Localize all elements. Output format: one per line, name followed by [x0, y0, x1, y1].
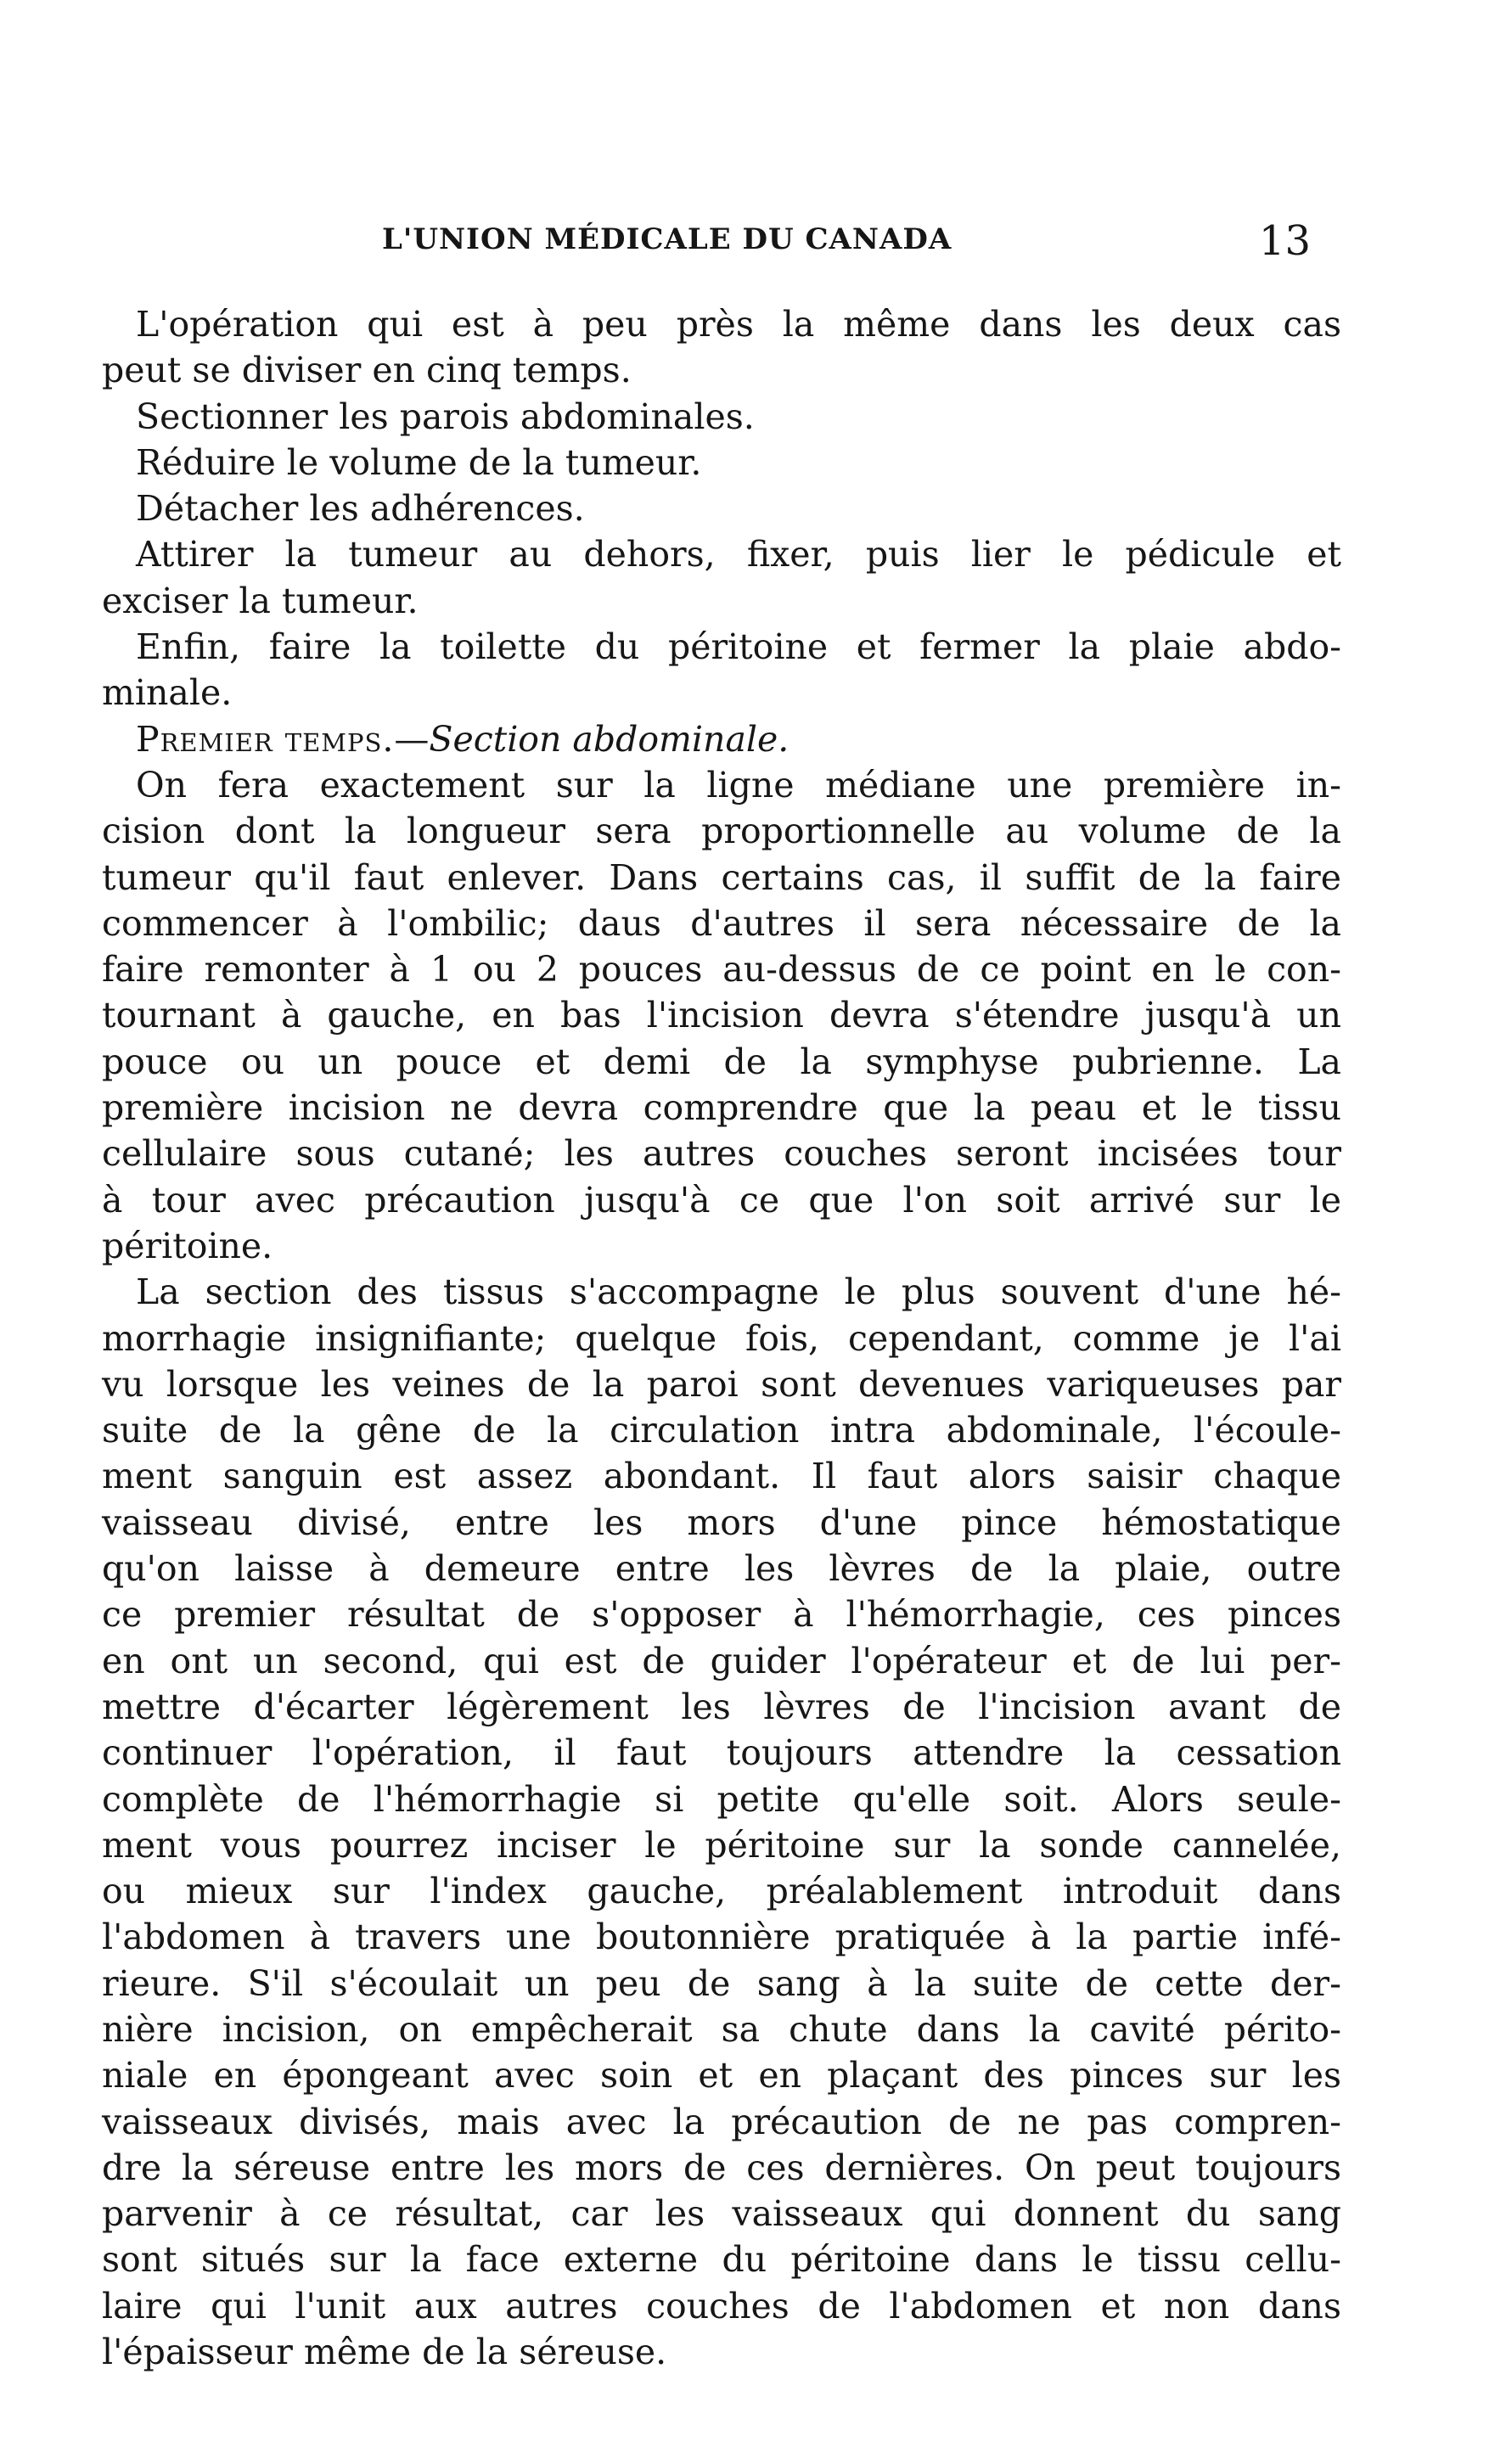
text-line [102, 2237, 1341, 2282]
line-text: vu lorsque les veines de la paroi sont devenues variqueuses par [102, 1363, 1341, 1405]
line-text: vaisseaux divisés, mais avec la précaution de ne pas compren- [102, 2101, 1341, 2142]
text-line [102, 578, 1341, 624]
text-line [102, 1638, 1341, 1684]
line-text: rieure. S'il s'écoulait un peu de sang à la suite de cette der- [102, 1962, 1341, 2004]
text-line [102, 1453, 1341, 1499]
line-text: Attirer la tumeur au dehors, fixer, puis lier le pédicule et [136, 534, 1341, 575]
line-text: Réduire le volume de la tumeur. [136, 441, 702, 483]
text-line [102, 1546, 1341, 1591]
line-text: ce premier résultat de s'opposer à l'hémorrhagie, ces pinces [102, 1594, 1341, 1636]
line-text: Enfin, faire la toilette du péritoine et fermer la plaie abdo- [136, 626, 1341, 668]
line-text: Détacher les adhérences. [136, 488, 585, 530]
text-line [102, 2099, 1341, 2145]
line-text: en ont un second, qui est de guider l'opérateur et de lui per- [102, 1640, 1341, 1681]
line-text: pouce ou un pouce et demi de la symphyse pubrienne. La [102, 1041, 1341, 1082]
line-text: l'abdomen à travers une boutonnière pratiquée à la partie infé- [102, 1917, 1341, 1958]
text-line [102, 1407, 1341, 1453]
running-title: L'UNION MÉDICALE DU CANADA [382, 222, 952, 256]
section-heading: Premier temps. [136, 718, 395, 760]
page-number: 13 [1258, 217, 1311, 265]
text-line [102, 1868, 1341, 1914]
text-line [102, 808, 1341, 854]
line-text: — [394, 718, 430, 760]
line-text: exciser la tumeur. [102, 580, 419, 621]
line-text: tournant à gauche, en bas l'incision devra s'étendre jusqu'à un [102, 995, 1341, 1036]
text-line [102, 301, 1341, 347]
line-text: niale en épongeant avec soin et en plaçant des pinces sur les [102, 2055, 1341, 2096]
text-line [102, 992, 1341, 1038]
text-line [102, 2283, 1341, 2329]
text-line [102, 2145, 1341, 2191]
page-header [0, 217, 1506, 273]
line-text: morrhagie insignifiante; quelque fois, cependant, comme je l'ai [102, 1317, 1341, 1359]
line-text: ou mieux sur l'index gauche, préalablement introduit dans [102, 1871, 1341, 1912]
text-line [102, 394, 1341, 440]
text-line [102, 901, 1341, 946]
text-line [102, 1730, 1341, 1776]
text-line [102, 1316, 1341, 1361]
line-text: qu'on laisse à demeure entre les lèvres de la plaie, outre [102, 1548, 1341, 1590]
text-line [102, 486, 1341, 531]
text-line [102, 1269, 1341, 1315]
text-line [102, 440, 1341, 486]
text-line [102, 2052, 1341, 2098]
line-text: mettre d'écarter légèrement les lèvres de l'incision avant de [102, 1686, 1341, 1727]
line-text: L'opération qui est à peu près la même dans les deux cas [136, 304, 1341, 345]
text-line [102, 670, 1341, 716]
text-line [102, 1914, 1341, 1960]
text-line [102, 1177, 1341, 1223]
text-line [102, 1684, 1341, 1730]
line-text: faire remonter à 1 ou 2 pouces au-dessus de ce point en le con- [102, 949, 1341, 991]
line-text: minale. [102, 672, 233, 714]
line-text: complète de l'hémorrhagie si petite qu'elle soit. Alors seule- [102, 1778, 1341, 1820]
text-line [102, 1961, 1341, 2007]
text-line [102, 1039, 1341, 1085]
text-line [102, 624, 1341, 670]
line-text: commencer à l'ombilic; daus d'autres il sera nécessaire de la [102, 902, 1341, 944]
text-line [102, 2191, 1341, 2237]
text-line [102, 2007, 1341, 2052]
line-text: laire qui l'unit aux autres couches de l'abdomen et non dans [102, 2285, 1341, 2326]
line-text: péritoine. [102, 1225, 273, 1266]
text-line [102, 1822, 1341, 1868]
text-line [102, 1500, 1341, 1546]
line-text: sont situés sur la face externe du péritoine dans le tissu cellu- [102, 2239, 1341, 2281]
line-text: cision dont la longueur sera proportionnelle au volume de la [102, 811, 1341, 852]
text-line [102, 1223, 1341, 1269]
line-text: vaisseau divisé, entre les mors d'une pince hémostatique [102, 1501, 1341, 1543]
text-line [102, 347, 1341, 393]
line-text: à tour avec précaution jusqu'à ce que l'on soit arrivé sur le [102, 1179, 1341, 1221]
line-text: Sectionner les parois abdominales. [136, 396, 755, 437]
line-text: tumeur qu'il faut enlever. Dans certains cas, il suffit de la faire [102, 856, 1341, 898]
line-text: cellulaire sous cutané; les autres couches seront incisées tour [102, 1133, 1341, 1175]
text-line [102, 2329, 1341, 2375]
line-text: parvenir à ce résultat, car les vaisseaux qui donnent du sang [102, 2193, 1341, 2235]
line-text: On fera exactement sur la ligne médiane une première in- [136, 764, 1341, 805]
line-text: suite de la gêne de la circulation intra abdominale, l'écoule- [102, 1410, 1341, 1451]
line-text: ment sanguin est assez abondant. Il faut alors saisir chaque [102, 1456, 1341, 1497]
line-text: l'épaisseur même de la séreuse. [102, 2332, 667, 2373]
line-text: ment vous pourrez inciser le péritoine sur la sonde cannelée, [102, 1824, 1341, 1866]
section-title: Section abdominale. [429, 718, 790, 760]
line-text: dre la séreuse entre les mors de ces dernières. On peut toujours [102, 2147, 1341, 2188]
line-text: La section des tissus s'accompagne le plus souvent d'une hé- [136, 1271, 1341, 1313]
line-text: première incision ne devra comprendre que la peau et le tissu [102, 1087, 1341, 1129]
line-text: peut se diviser en cinq temps. [102, 350, 632, 391]
text-line [102, 1085, 1341, 1131]
text-line [102, 855, 1341, 901]
text-line [102, 946, 1341, 992]
text-body [102, 301, 1341, 2375]
text-line [102, 1776, 1341, 1822]
line-text: nière incision, on empêcherait sa chute dans la cavité périto- [102, 2008, 1341, 2050]
text-line [102, 1131, 1341, 1176]
text-line [102, 1361, 1341, 1407]
text-line [102, 762, 1341, 808]
line-text: continuer l'opération, il faut toujours attendre la cessation [102, 1732, 1341, 1774]
text-line [102, 1591, 1341, 1637]
text-line [102, 716, 1341, 762]
text-line [102, 531, 1341, 577]
